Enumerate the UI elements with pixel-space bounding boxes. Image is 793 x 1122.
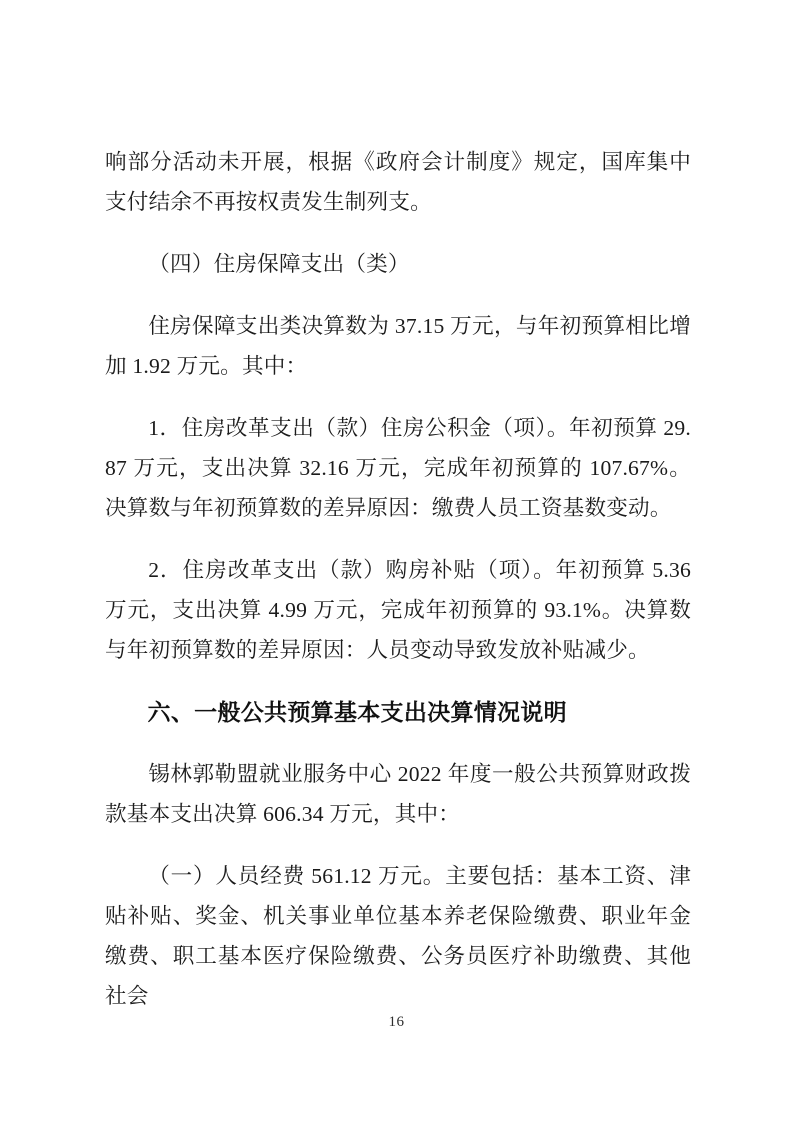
section-heading-basic-expenditure: 六、一般公共预算基本支出决算情况说明 <box>147 699 567 725</box>
paragraph-housing-provident-fund: 1．住房改革支出（款）住房公积金（项）。年初预算 29.87 万元，支出决算 32.16 万元，完成年初预算的 107.67%。决算数与年初预算数的差异原因：缴费人员工资基数变动。 <box>105 416 691 520</box>
document-body <box>105 120 691 1038</box>
paragraph-housing-purchase-subsidy: 2．住房改革支出（款）购房补贴（项）。年初预算 5.36 万元，支出决算 4.99 万元，完成年初预算的 93.1%。决算数与年初预算数的差异原因：人员变动导致发放补贴减少。 <box>105 558 691 662</box>
paragraph-housing-security-total: 住房保障支出类决算数为 37.15 万元，与年初预算相比增加 1.92 万元。其中： <box>105 314 691 378</box>
subheading-housing-security-expenditure: （四）住房保障支出（类） <box>148 252 410 276</box>
paragraph-personnel-expense: （一）人员经费 561.12 万元。主要包括：基本工资、津贴补贴、奖金、机关事业单位基本养老保险缴费、职业年金缴费、职工基本医疗保险缴费、公务员医疗补助缴费、其他社会 <box>105 864 691 1008</box>
page-number: 16 <box>388 1014 405 1030</box>
paragraph-basic-expenditure-total: 锡林郭勒盟就业服务中心 2022 年度一般公共预算财政拨款基本支出决算 606.34 万元，其中： <box>105 762 691 826</box>
paragraph-carryover-treasury-payment: 响部分活动未开展，根据《政府会计制度》规定，国库集中支付结余不再按权责发生制列支。 <box>105 150 691 214</box>
